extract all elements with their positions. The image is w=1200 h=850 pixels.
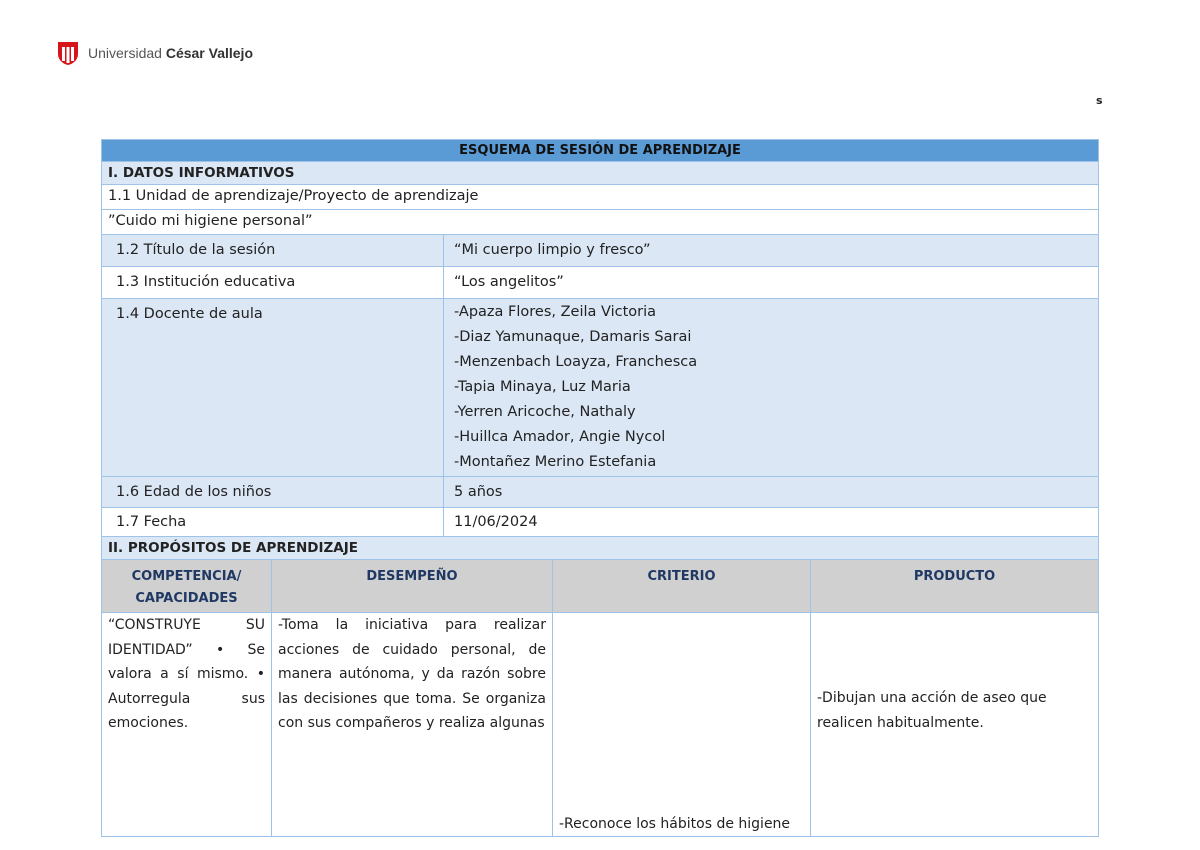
page-mark: s [1096,94,1103,107]
document-title: ESQUEMA DE SESIÓN DE APRENDIZAJE [102,140,1099,162]
docente-item: -Huillca Amador, Angie Nycol [454,429,666,445]
logo-text: Universidad César Vallejo [88,45,253,61]
criterio-cell: -Reconoce los hábitos de higiene [553,613,811,837]
docente-label: 1.4 Docente de aula [102,299,444,477]
titulo-value: “Mi cuerpo limpio y fresco” [444,235,1099,267]
titulo-label: 1.2 Título de la sesión [102,235,444,267]
fecha-label: 1.7 Fecha [102,508,444,537]
university-shield-icon [56,40,80,66]
column-header-criterio: CRITERIO [553,560,811,613]
institucion-value: “Los angelitos” [444,267,1099,299]
column-header-desempeno: DESEMPEÑO [272,560,553,613]
university-logo [56,40,253,66]
desempeno-cell: -Toma la iniciativa para realizar acciones de cuidado personal, de manera autónoma, y da razón sobre las decisiones que toma. Se organiza con sus compañeros y realiza algunas [272,613,553,837]
competencia-cell: “CONSTRUYE SU IDENTIDAD” • Se valora a sí mismo. • Autorregula sus emociones. [102,613,272,837]
docente-item: -Diaz Yamunaque, Damaris Sarai [454,329,692,345]
edad-value: 5 años [444,477,1099,508]
docente-list [444,299,1099,477]
edad-label: 1.6 Edad de los niños [102,477,444,508]
section-propositos: II. PROPÓSITOS DE APRENDIZAJE [102,537,1099,560]
docente-item: -Menzenbach Loayza, Franchesca [454,354,698,370]
fecha-value: 11/06/2024 [444,508,1099,537]
docente-item: -Montañez Merino Estefania [454,454,657,470]
column-header-competencia: COMPETENCIA/ CAPACIDADES [102,560,272,613]
docente-item: -Tapia Minaya, Luz Maria [454,379,631,395]
docente-item: -Apaza Flores, Zeila Victoria [454,304,657,320]
producto-cell: -Dibujan una acción de aseo que realicen habitualmente. [811,613,1099,837]
docente-item: -Yerren Aricoche, Nathaly [454,404,636,420]
column-header-producto: PRODUCTO [811,560,1099,613]
session-scheme-table [101,139,1099,837]
institucion-label: 1.3 Institución educativa [102,267,444,299]
unidad-value: ”Cuido mi higiene personal” [102,210,1099,235]
section-datos-informativos: I. DATOS INFORMATIVOS [102,162,1099,185]
unidad-label: 1.1 Unidad de aprendizaje/Proyecto de aprendizaje [102,185,1099,210]
